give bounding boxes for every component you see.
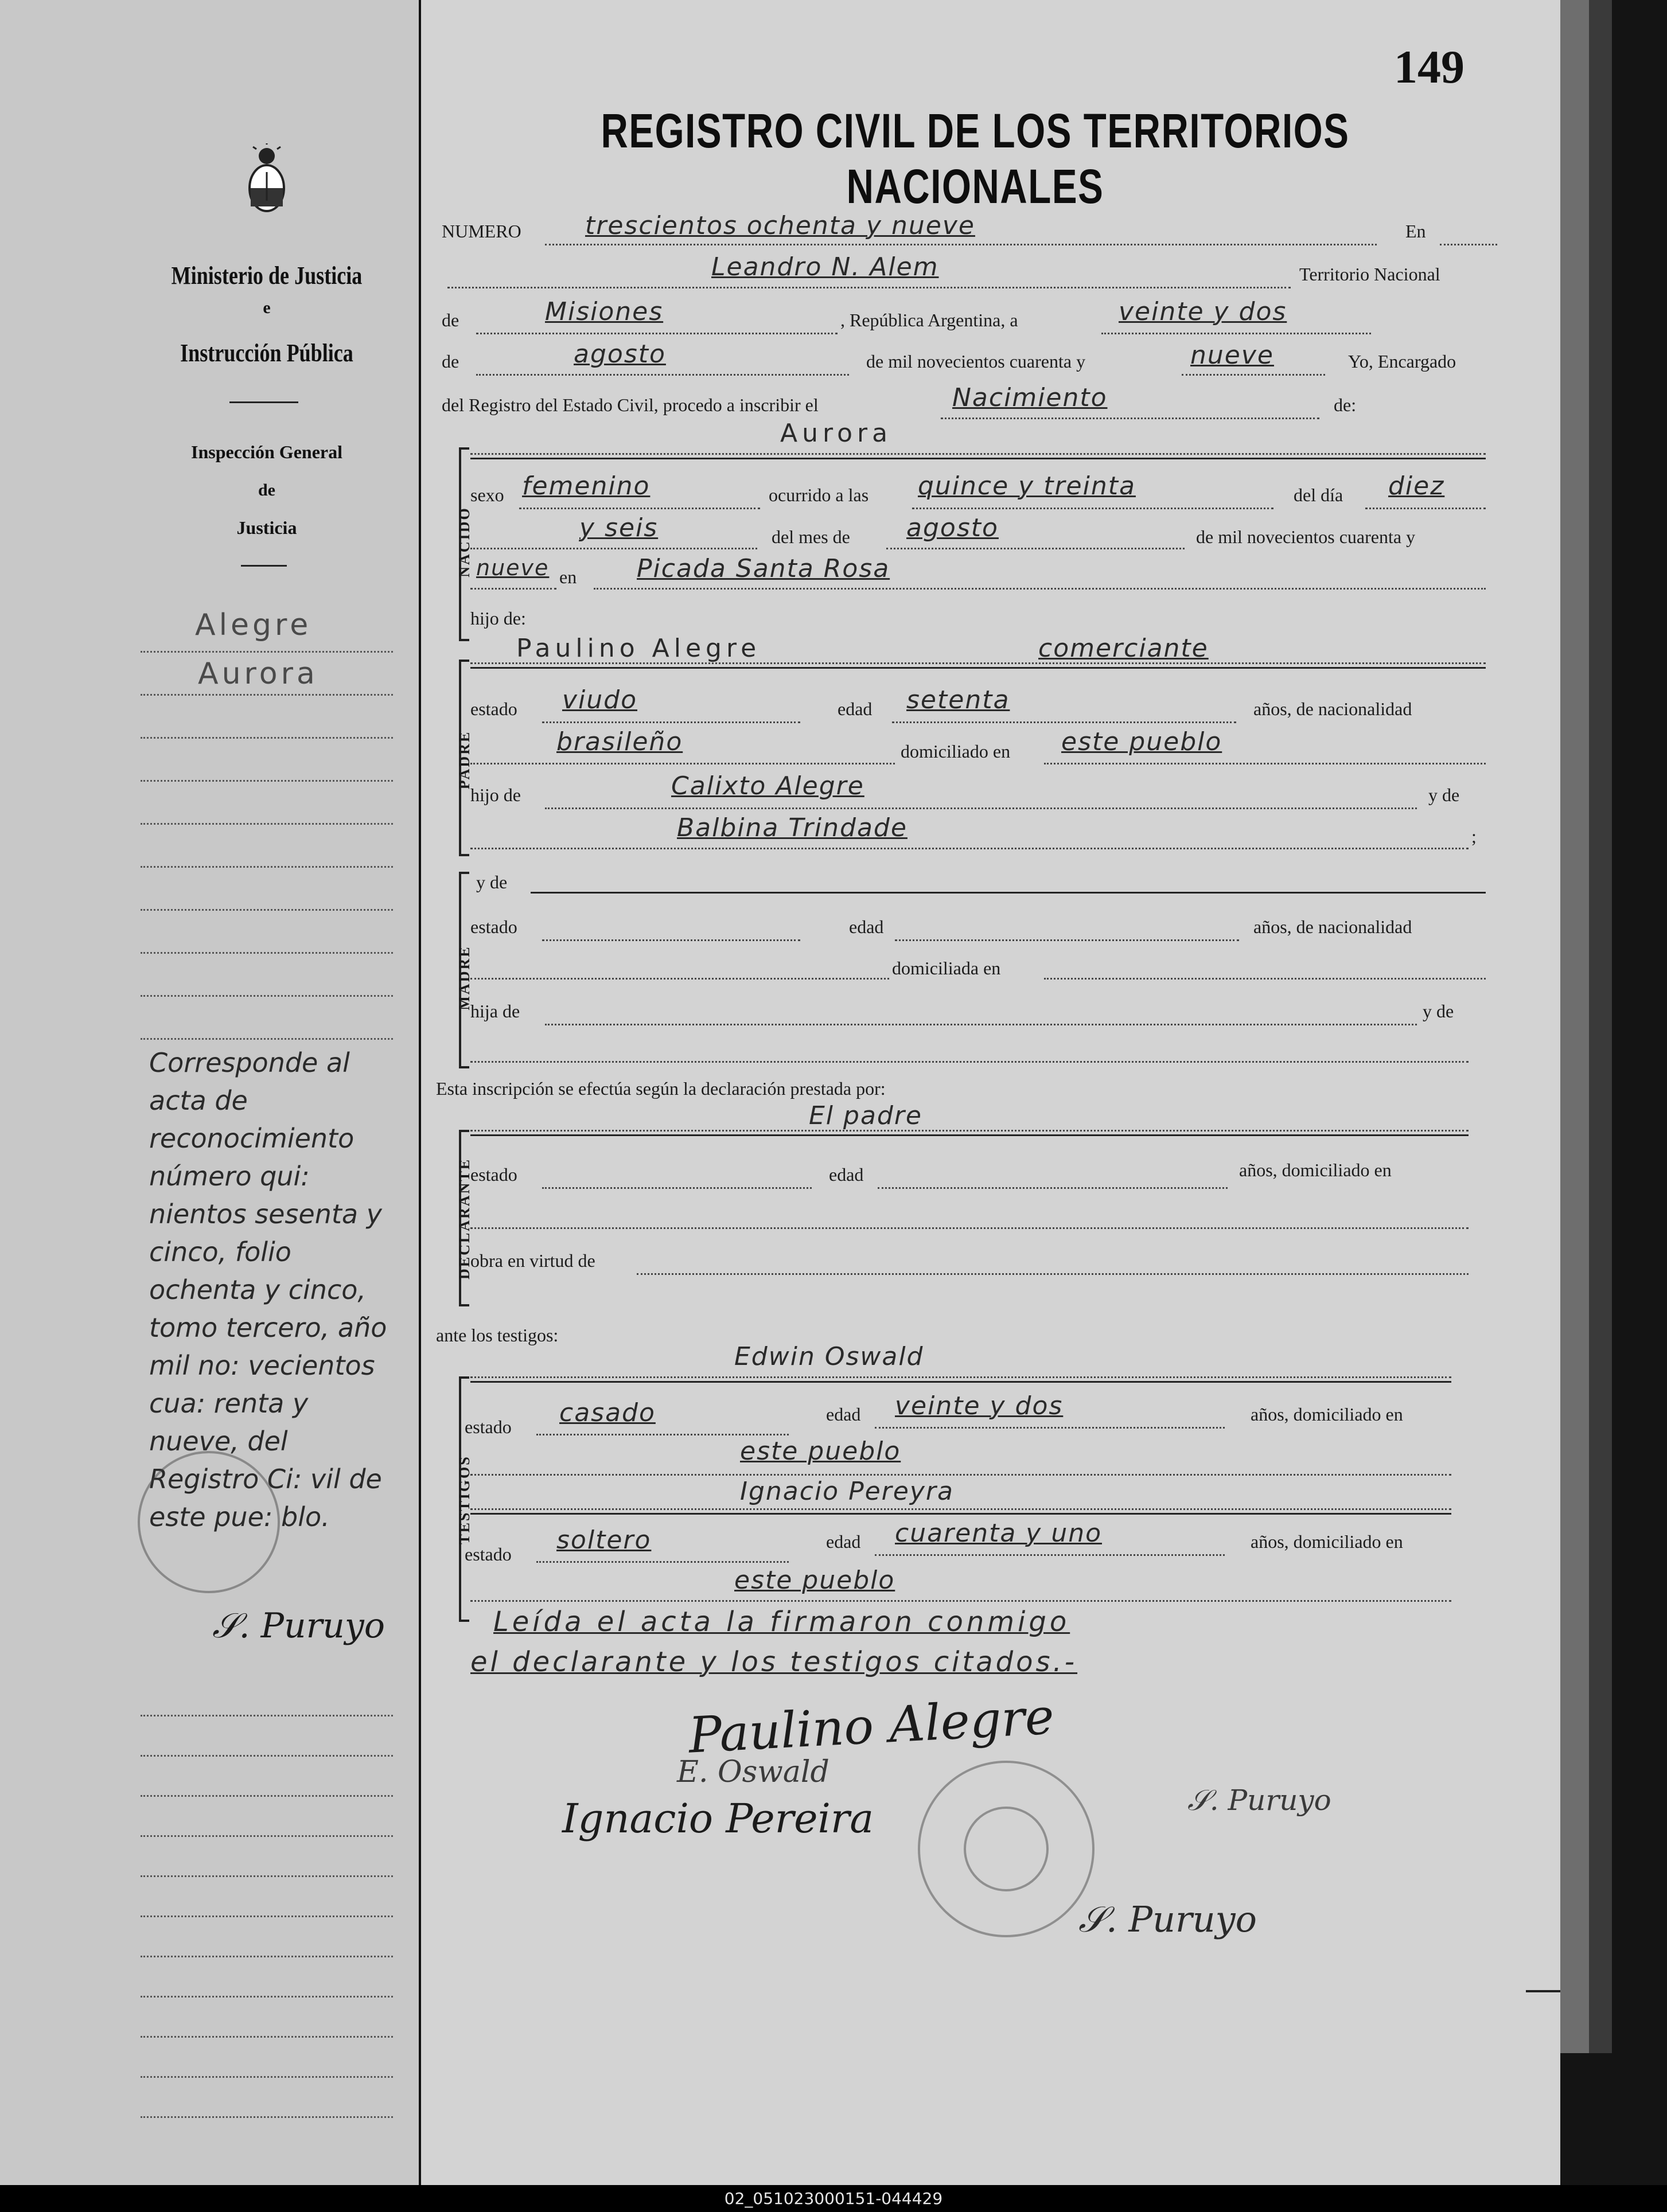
testigo1-domicilio-value: este pueblo	[740, 1437, 901, 1466]
sexo-label: sexo	[470, 485, 504, 505]
image-identifier: 02_051023000151-044429	[0, 2185, 1667, 2212]
padre-section-label: PADRE	[456, 730, 473, 790]
ministry-line3: Instrucción Pública	[180, 339, 353, 367]
padre-edad-value: setenta	[906, 685, 1010, 715]
nacido-section-label: NACIDO	[456, 506, 473, 578]
padre-estado-label: estado	[470, 699, 517, 719]
document-title: REGISTRO CIVIL DE LOS TERRITORIOS NACIONALES	[601, 104, 1350, 213]
territorio-label: Territorio Nacional	[1299, 264, 1440, 284]
official-stamp-inner	[964, 1807, 1049, 1891]
margin-signature: 𝒮. Puruyo	[212, 1606, 385, 1646]
declarante-edad-label: edad	[829, 1164, 864, 1185]
inspection-line2: de	[258, 481, 275, 500]
madre-estado-label: estado	[470, 916, 517, 937]
numero-label: NUMERO	[442, 221, 521, 241]
place-value: Leandro N. Alem	[711, 252, 939, 282]
margin-stamp	[138, 1451, 280, 1593]
testigo1-estado-value: casado	[559, 1398, 656, 1427]
de-label: de	[442, 310, 459, 330]
testigo2-domicilio-value: este pueblo	[734, 1566, 895, 1595]
nacido-name: Aurora	[780, 419, 893, 448]
testigo1-estado-label: estado	[465, 1417, 512, 1437]
left-margin-column	[0, 0, 421, 2185]
inspection-line1: Inspección General	[191, 442, 342, 462]
padre-domiciliado-label: domiciliado en	[901, 741, 1011, 762]
testigo2-estado-value: soltero	[556, 1526, 652, 1555]
padre-nacionalidad-label: años, de nacionalidad	[1253, 699, 1412, 719]
coat-of-arms-icon	[244, 143, 290, 218]
declarante-domiciliado-label: años, domiciliado en	[1239, 1160, 1392, 1180]
year-value: nueve	[1190, 341, 1274, 370]
padre-nacionalidad-value: brasileño	[556, 727, 683, 756]
obra-label: obra en virtud de	[470, 1250, 595, 1271]
registro-label: del Registro del Estado Civil, procedo a inscribir el	[442, 395, 819, 415]
ministry-line1: Ministerio de Justicia	[171, 262, 363, 290]
padre-domicilio-value: este pueblo	[1061, 727, 1222, 756]
madre-section-label: MADRE	[456, 945, 473, 1011]
closing-line1: Leída el acta la firmaron conmigo	[493, 1606, 1070, 1638]
territory-value: Misiones	[545, 297, 664, 326]
year-label: de mil novecientos cuarenta y	[866, 351, 1086, 372]
testigo2-edad-label: edad	[826, 1531, 861, 1552]
month-value: agosto	[574, 340, 666, 369]
madre-y-de-label: y de	[476, 872, 508, 892]
declarante-section-label: DECLARANTE	[456, 1157, 473, 1280]
inspection-line3: Justicia	[236, 517, 297, 538]
testigo1-name: Edwin Oswald	[734, 1342, 924, 1371]
lugar-value: Picada Santa Rosa	[637, 554, 890, 583]
declarante-name: El padre	[809, 1101, 922, 1130]
margin-note: Corresponde al acta de reconocimiento número qui: nientos sesenta y cinco, folio ochenta y cinco, tomo tercero, año mil no: vecientos cua: renta y nueve, del Registro Ci: vil de este pue: blo.	[149, 1047, 387, 1532]
divider	[229, 401, 298, 403]
sexo-value: femenino	[522, 471, 651, 501]
en-label: En	[1405, 221, 1426, 241]
divider	[241, 565, 287, 567]
abuelo-paterno-value: Calixto Alegre	[671, 771, 864, 801]
closing-line2: el declarante y los testigos citados.-	[470, 1646, 1078, 1678]
padre-name: Paulino Alegre	[516, 634, 761, 663]
secondary-signature: 𝒮. Puruyo	[1187, 1784, 1331, 1817]
mes-value: agosto	[906, 513, 999, 543]
hijo-label: hijo de:	[470, 608, 526, 629]
padre-edad-label: edad	[838, 699, 873, 719]
declarante-estado-label: estado	[470, 1164, 517, 1185]
margin-given-name: Aurora	[198, 657, 318, 691]
testigos-section-label: TESTIGOS	[456, 1455, 473, 1544]
declaracion-label: Esta inscripción se efectúa según la declaración prestada por:	[436, 1078, 886, 1099]
madre-domiciliada-label: domiciliada en	[892, 958, 1001, 978]
testigo2-estado-label: estado	[465, 1544, 512, 1565]
act-type-value: Nacimiento	[952, 383, 1108, 412]
mes-label: del mes de	[772, 526, 850, 547]
testigo2-name: Ignacio Pereyra	[740, 1477, 954, 1506]
de3-label: de:	[1334, 395, 1357, 415]
testigo1-edad-value: veinte y dos	[895, 1391, 1064, 1421]
hora-value: quince y treinta	[918, 471, 1136, 501]
numero-value: trescientos ochenta y nueve	[585, 211, 975, 240]
testigo2-domiciliado-label: años, domiciliado en	[1251, 1531, 1403, 1552]
dia-value: diez	[1388, 471, 1445, 501]
margin-surname: Alegre	[195, 608, 312, 642]
testigo2-edad-value: cuarenta y uno	[895, 1519, 1103, 1548]
madre-hija-de-label: hija de	[470, 1001, 520, 1021]
page-number: 149	[1394, 41, 1465, 93]
testigos-label: ante los testigos:	[436, 1325, 559, 1345]
republica-label: , República Argentina, a	[840, 310, 1018, 330]
ocurrido-label: ocurrido a las	[769, 485, 869, 505]
en-place-label: en	[559, 567, 577, 587]
testigo1-edad-label: edad	[826, 1404, 861, 1425]
anio-label: de mil novecientos cuarenta y	[1196, 526, 1416, 547]
testigo1-domiciliado-label: años, domiciliado en	[1251, 1404, 1403, 1425]
abuela-paterna-value: Balbina Trindade	[677, 813, 907, 842]
padre-y-de-label: y de	[1428, 785, 1460, 805]
padre-profesion: comerciante	[1038, 634, 1209, 663]
de2-label: de	[442, 351, 459, 372]
ministry-line2: e	[263, 298, 271, 317]
padre-semicolon: ;	[1471, 826, 1477, 846]
signature-testigo1: E. Oswald	[677, 1755, 829, 1789]
book-edge	[1560, 0, 1667, 2212]
padre-estado-value: viudo	[562, 685, 637, 715]
madre-nacionalidad-label: años, de nacionalidad	[1253, 916, 1412, 937]
madre-edad-label: edad	[849, 916, 884, 937]
day-value: veinte y dos	[1119, 297, 1287, 326]
signature-declarante: Paulino Alegre	[687, 1688, 1055, 1765]
madre-y-de2-label: y de	[1423, 1001, 1454, 1021]
dia-value-continued: y seis	[579, 513, 659, 543]
anio-value: nueve	[476, 555, 550, 580]
padre-hijo-de-label: hijo de	[470, 785, 521, 805]
registrar-signature: 𝒮. Puruyo	[1078, 1898, 1257, 1940]
yo-label: Yo, Encargado	[1348, 351, 1456, 372]
dia-label: del día	[1294, 485, 1343, 505]
signature-testigo2: Ignacio Pereira	[562, 1795, 874, 1842]
